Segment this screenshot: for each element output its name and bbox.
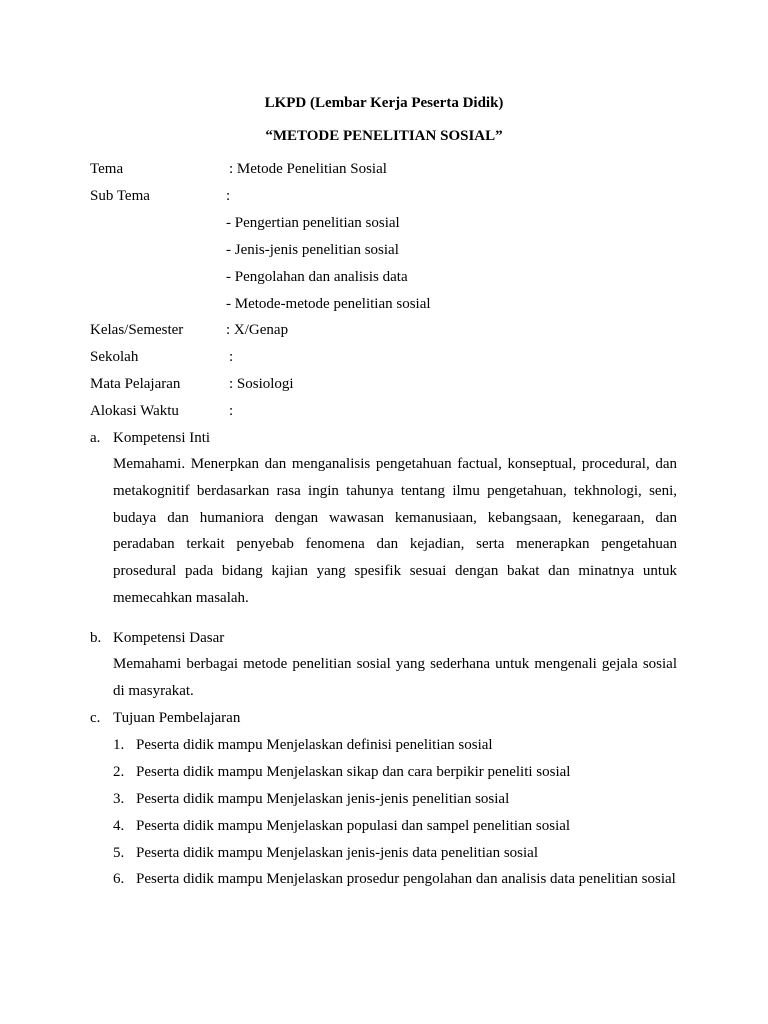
subtema-item: - Pengertian penelitian sosial [226,215,400,231]
paragraph-line: prosedural pada bidang kajian yang spesifik sesuai dengan bakat dan minatnya untuk [113,563,677,579]
paragraph-line: memecahkan masalah. [113,590,249,606]
paragraph-line: Memahami berbagai metode penelitian sosial yang sederhana untuk mengenali gejala sosial [113,656,677,672]
subtema-item: - Pengolahan dan analisis data [226,269,408,285]
list-item: Peserta didik mampu Menjelaskan populasi dan sampel penelitian sosial [136,818,571,834]
list-number: 2. [113,764,125,780]
list-number: 5. [113,845,125,861]
section-heading-kompetensi-dasar: Kompetensi Dasar [113,630,225,646]
list-item: Peserta didik mampu Menjelaskan sikap dan cara berpikir peneliti sosial [136,764,571,780]
section-marker: c. [90,710,101,726]
field-label-sekolah: Sekolah [90,349,139,365]
list-item: Peserta didik mampu Menjelaskan jenis-jenis data penelitian sosial [136,845,538,861]
field-value-subtema: : [226,188,231,204]
section-marker: b. [90,630,102,646]
subtema-item: - Metode-metode penelitian sosial [226,296,431,312]
paragraph-line: metakognitif berdasarkan rasa ingin tahunya tentang ilmu pengetahuan, tekhnologi, seni, [113,483,677,499]
list-item: Peserta didik mampu Menjelaskan definisi penelitian sosial [136,737,493,753]
subtema-item: - Jenis-jenis penelitian sosial [226,242,399,258]
section-marker: a. [90,430,101,446]
document-subtitle: “METODE PENELITIAN SOSIAL” [265,128,503,144]
list-item: Peserta didik mampu Menjelaskan jenis-jenis penelitian sosial [136,791,510,807]
paragraph-line: peradaban terkait penyebab fenomena dan kejadian, serta menerapkan pengetahuan [113,536,677,552]
list-number: 6. [113,871,125,887]
field-label-mapel: Mata Pelajaran [90,376,181,392]
section-heading-kompetensi-inti: Kompetensi Inti [113,430,211,446]
list-number: 3. [113,791,125,807]
field-label-subtema: Sub Tema [90,188,150,204]
field-label-tema: Tema [90,161,124,177]
paragraph-line: di masyrakat. [113,683,194,699]
field-value-sekolah: : [229,349,234,365]
list-number: 4. [113,818,125,834]
field-value-alokasi: : [229,403,234,419]
list-item: Peserta didik mampu Menjelaskan prosedur pengolahan dan analisis data penelitian sosial [136,871,676,887]
paragraph-line: Memahami. Menerpkan dan menganalisis pengetahuan factual, konseptual, procedural, dan [113,456,677,472]
paragraph-line: budaya dan humaniora dengan wawasan kemanusiaan, kebangsaan, kenegaraan, dan [113,510,677,526]
field-value-tema: : Metode Penelitian Sosial [229,161,387,177]
document-title: LKPD (Lembar Kerja Peserta Didik) [264,95,504,111]
field-value-kelas: : X/Genap [226,322,289,338]
field-value-mapel: : Sosiologi [229,376,294,392]
field-label-kelas: Kelas/Semester [90,322,184,338]
section-heading-tujuan: Tujuan Pembelajaran [113,710,241,726]
field-label-alokasi: Alokasi Waktu [90,403,179,419]
list-number: 1. [113,737,125,753]
